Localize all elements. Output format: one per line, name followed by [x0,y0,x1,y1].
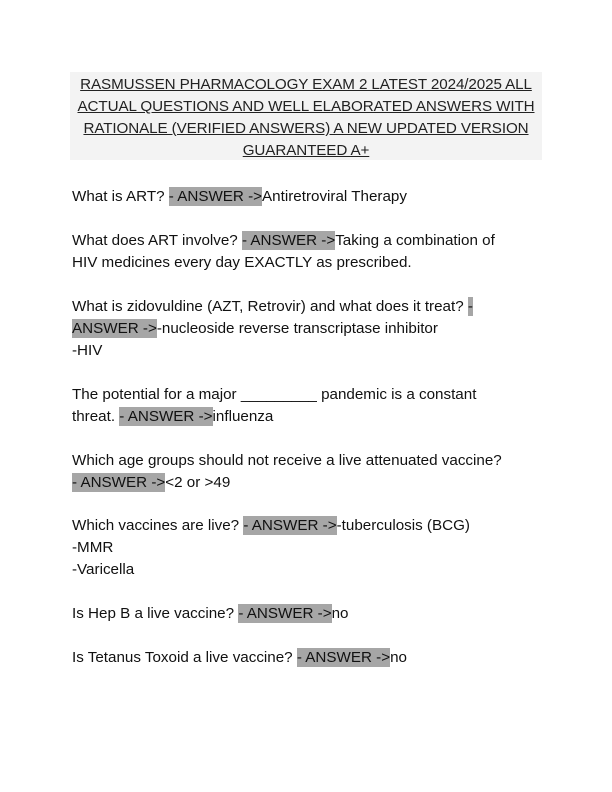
answer-marker: - ANSWER -> [119,408,213,425]
question-text: Which vaccines are live? [72,517,244,534]
title-block [70,72,542,160]
qa-item [72,296,552,362]
qa-item [72,186,552,208]
qa-item [72,515,552,581]
document-title [70,72,542,162]
answer-text: -Varicella [72,561,135,578]
question-text: Is Tetanus Toxoid a live vaccine? [72,649,297,666]
answer-marker: ANSWER -> [72,320,157,337]
answer-marker: - ANSWER -> [168,188,263,205]
qa-item [72,603,552,625]
answer-marker: - ANSWER -> [241,232,336,249]
qa-item [72,384,552,428]
qa-item [72,450,552,494]
answer-text: Taking a combination of [335,232,495,249]
answer-marker: - ANSWER -> [296,649,391,666]
answer-text: influenza [212,408,274,425]
question-text: Which age groups should not receive a live attenuated vaccine? [72,452,502,469]
title-line: RASMUSSEN PHARMACOLOGY EXAM 2 LATEST 2024/2025 ALL [80,76,532,93]
answer-text: -MMR [72,539,114,556]
answer-text: no [390,649,408,666]
answer-text: -HIV [72,342,103,359]
answer-text: Antiretroviral Therapy [262,188,407,205]
answer-marker: - ANSWER -> [72,474,166,491]
question-text: threat. [72,408,120,425]
question-text: Is Hep B a live vaccine? [72,605,239,622]
answer-text: -tuberculosis (BCG) [336,517,470,534]
answer-text: <2 or >49 [165,474,231,491]
title-line: ACTUAL QUESTIONS AND WELL ELABORATED ANSWERS WITH [77,98,535,115]
question-text: What is zidovuldine (AZT, Retrovir) and what does it treat? [72,298,468,315]
qa-item [72,230,552,274]
title-line: GUARANTEED A+ [242,142,370,159]
title-line: RATIONALE (VERIFIED ANSWERS) A NEW UPDATED VERSION [83,120,529,137]
answer-marker: - ANSWER -> [243,517,337,534]
question-text: What does ART involve? [72,232,242,249]
answer-marker: - ANSWER -> [238,605,332,622]
question-text: What is ART? [72,188,169,205]
answer-text: no [331,605,349,622]
answer-text: HIV medicines every day EXACTLY as prescribed. [72,254,412,271]
answer-marker: - [467,298,473,315]
answer-text: -nucleoside reverse transcriptase inhibitor [156,320,438,337]
question-text: The potential for a major _________ pandemic is a constant [72,386,477,403]
qa-item [72,647,552,669]
